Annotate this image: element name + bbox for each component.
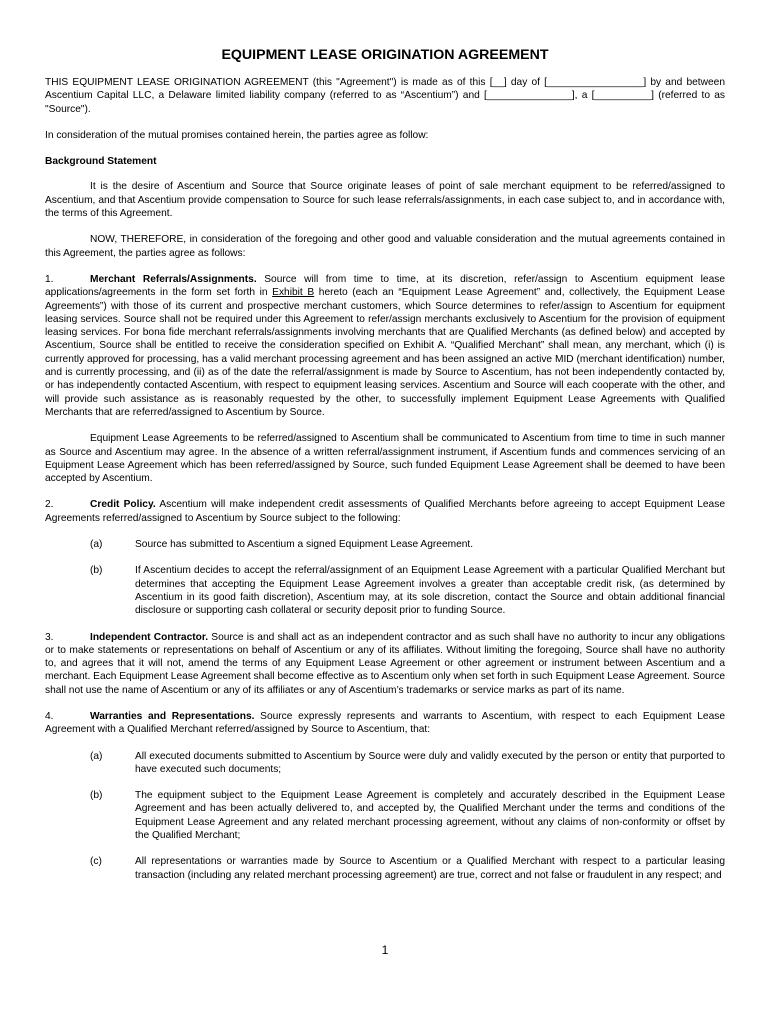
section-2-text: Ascentium will make independent credit assessments of Qualified Merchants before agreeing to accept Equipment Lease Agreements referred/assigned to Ascentium by Source subject to the following: (45, 499, 725, 524)
document-title: EQUIPMENT LEASE ORIGINATION AGREEMENT (221, 47, 549, 63)
section-3-paragraph (45, 631, 725, 697)
section-1-paragraph (45, 273, 725, 419)
section-1-text-a: Source will from time to time, at its discretion, refer/assign to Ascentium equipment lease applications/agreements in the form set forth in (45, 273, 726, 299)
background-heading: Background Statement (45, 156, 157, 168)
section-2-item-b (45, 564, 725, 617)
section-3-number: 3. (45, 631, 54, 643)
section-3-text: Source is and shall act as an independent contractor and as such shall have no authority to incur any obligations or to make statements or representations on behalf of Ascentium or any of its affiliates. Without limiting the foregoing, Source shall have no authority to, and agrees that it will not, amend the terms of any Equipment Lease Agreement or other agreement or instrument between Ascentium and a merchant. Each Equipment Lease Agreement shall become effective as to Ascentium only when set forth in such Equipment Lease Agreement. Source shall not use the name of Ascentium or any of its affiliates or any of Ascentium’s trademarks or service marks as part of its name. (45, 631, 725, 696)
item-text: The equipment subject to the Equipment Lease Agreement is completely and accurately described in the Equipment Lease Agreement and has been actually delivered to, and accepted by, the Qualified Merchant under the terms and conditions of the Equipment Lease Agreement and any related merchant processing agreement, without any claims of non-conformity or offset by the Qualified Merchant; (135, 790, 725, 842)
section-4-heading: Warranties and Representations. (90, 710, 255, 722)
section-4-text: Source expressly represents and warrants to Ascentium, with respect to each Equipment Lease Agreement with a Qualified Merchant referred/assigned by Source to Ascentium, that: (45, 710, 725, 736)
section-4-number: 4. (45, 710, 54, 722)
background-paragraph-2: NOW, THEREFORE, in consideration of the foregoing and other good and valuable consideration and the mutual agreements contained in this Agreement, the parties agree as follows: (45, 234, 725, 259)
background-paragraph-1: It is the desire of Ascentium and Source that Source originate leases of point of sale merchant equipment to be referred/assigned to Ascentium, and that Ascentium provide compensation to Source for such lease referrals/assignments, in each case subject to, and in accordance with, the terms of this Agreement. (45, 181, 725, 220)
exhibit-b-reference: Exhibit B (272, 287, 315, 299)
section-4-item-c (45, 855, 725, 882)
section-1-text-b: hereto (each an “Equipment Lease Agreement” and, collectively, the Equipment Lease Agreements”) with those of its current and prospective merchant customers, which Source determines to refer/assign to Ascentium for equipment leasing services. Source shall not be required under this Agreement to refer/assign merchants exclusively to Ascentium for the provision of equipment leasing services. For bona fide merchant referrals/assignments involving merchants that are Qualified Merchants (as defined below) and accepted by Ascentium, Source shall be entitled to receive the consideration specified on Exhibit A. “Qualified Merchant” shall mean, any merchant, which (i) is currently approved for processing, has a valid merchant processing agreement and has been assigned an active MID (merchant identification) number, and is currently processing, and (ii) as of the date the referral/assignment is made by Source to Ascentium, has not been independently contacted by, or has independently contacted Ascentium, with respect to equipment leasing services. Ascentium and Source will each cooperate with the other, and will provide such assistance as is reasonably requested by the other, to successfully implement Equipment Lease Agreements with Qualified Merchants that are referred/assigned to Ascentium by Source. (45, 287, 725, 418)
item-text: All executed documents submitted to Ascentium by Source were duly and validly executed by the person or entity that purported to have executed such documents; (135, 750, 725, 775)
item-label: (c) (90, 856, 102, 868)
section-2-heading: Credit Policy. (90, 499, 156, 511)
section-4-paragraph (45, 710, 725, 737)
section-4-item-b (45, 789, 725, 842)
section-3-heading: Independent Contractor. (90, 631, 209, 643)
item-label: (a) (90, 539, 103, 551)
section-4-item-a (45, 750, 725, 777)
page-number: 1 (381, 943, 389, 957)
item-text: If Ascentium decides to accept the referral/assignment of an Equipment Lease Agreement with a particular Qualified Merchant but determines that accepting the Equipment Lease Agreement involves a greater than acceptable credit risk, (as determined by Ascentium in its good faith discretion), Ascentium may, at its sole discretion, contact the Source and obtain additional financial disclosure or supporting cash collateral or security deposit prior to funding Source. (135, 565, 725, 617)
item-text: All representations or warranties made by Source to Ascentium or a Qualified Merchant with respect to a particular leasing transaction (including any related merchant processing agreement) are true, correct and not false or fraudulent in any respect; and (135, 856, 725, 881)
section-2-paragraph (45, 498, 725, 525)
section-2-number: 2. (45, 499, 54, 511)
item-label: (b) (90, 790, 103, 802)
consideration-paragraph: In consideration of the mutual promises contained herein, the parties agree as follow: (45, 129, 429, 141)
section-1-paragraph-2: Equipment Lease Agreements to be referred/assigned to Ascentium shall be communicated to Ascentium from time to time in such manner as Source and Ascentium may agree. In the absence of a written referral/assignment instrument, if Ascentium funds and commences servicing of an Equipment Lease Agreement which has been referred/assigned by Source, such funded Equipment Lease Agreement shall be deemed to have been accepted by Ascentium. (45, 433, 725, 485)
section-2-item-a (45, 538, 725, 551)
item-label: (a) (90, 750, 103, 762)
item-label: (b) (90, 565, 103, 577)
section-1-number: 1. (45, 273, 54, 285)
section-1-heading: Merchant Referrals/Assignments. (90, 273, 257, 285)
item-text: Source has submitted to Ascentium a signed Equipment Lease Agreement. (135, 539, 474, 551)
intro-paragraph: THIS EQUIPMENT LEASE ORIGINATION AGREEMENT (this "Agreement") is made as of this [__] day of [_________________] by and between Ascentium Capital LLC, a Delaware limited liability company (referred to as “Ascentium”) and [_______________], a [__________] (referred to as "Source"). (45, 77, 725, 115)
